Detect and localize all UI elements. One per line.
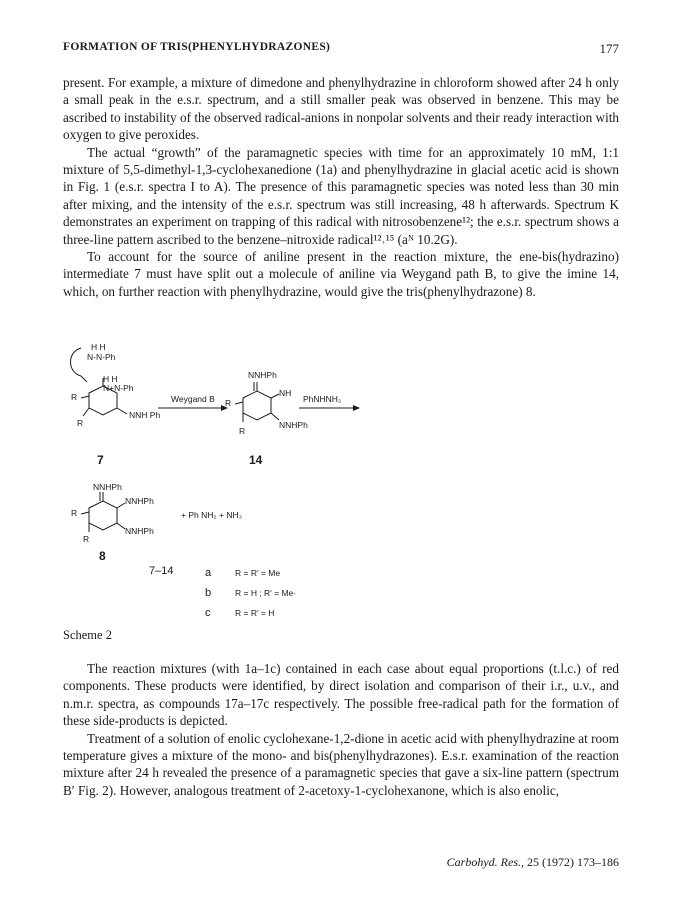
legend-key-b: b (205, 587, 212, 599)
legend-text-c: R = R′ = H (235, 608, 275, 618)
label-nnhph-14-top: NNHPh (248, 370, 277, 380)
label-hh-1: H H (91, 342, 106, 352)
byproducts: + Ph NH₂ + NH₃ (181, 510, 243, 520)
scheme-drawing (63, 338, 619, 628)
arrow-2-reagent: PhNHNH₂ (303, 394, 342, 404)
label-nnhph-8-mid: NNHPh (125, 496, 154, 506)
label-nnhph-8-bottom: NNHPh (125, 526, 154, 536)
legend-key-c: c (205, 607, 211, 619)
paragraph-5: Treatment of a solution of enolic cyclohexane-1,2-dione in acetic acid with phenylhydrazine at room temperature gives a mixture of the mono- and bis(phenylhydrazones). E.s.r. examination of the reaction mixture after 24 h revealed the presence of a paramagnetic species that gave a six-line pattern (spectrum B′ Fig. 2). However, analogous treatment of 2-acetoxy-1-cyclohexanone, which is also enolic, (63, 730, 619, 798)
legend-text-b: R = H ; R′ = Me· (235, 588, 297, 598)
label-r-8: R (83, 534, 90, 544)
structure-8 (81, 492, 125, 532)
label-nnhph-8-top: NNHPh (93, 482, 122, 492)
body-text-top (63, 74, 619, 300)
label-r-prime-8: R (71, 508, 78, 518)
page-number: 177 (599, 41, 619, 56)
paragraph-4: The reaction mixtures (with 1a–1c) contained in each case about equal proportions (t.l.c.) of red components. These products were identified, by direct isolation and comparison of their i.r., u.v., and n.m.r. spectra, as compounds 17a–17c respectively. The possible free-radical path for the formation of these side-products is depicted. (63, 661, 619, 729)
structure-14 (235, 382, 279, 422)
compound-14-number: 14 (249, 453, 263, 467)
running-head: FORMATION OF TRIS(PHENYLHYDRAZONES) (63, 41, 331, 53)
arrow-1-label: Weygand B (171, 394, 215, 404)
label-r-1: R (77, 418, 84, 428)
body-text-bottom (63, 660, 619, 799)
label-r-14: R (239, 426, 246, 436)
compound-7-number: 7 (97, 453, 104, 467)
paragraph-1: present. For example, a mixture of dimedone and phenylhydrazine in chloroform showed after 24 h only a small peak in the e.s.r. spectrum, and a still smaller peak was observed in benzene. This may be ascribed to instability of the observed radical-anions in nonpolar solvents and their ready interaction with oxygen to give peroxides. (63, 75, 619, 143)
series-label: 7–14 (149, 565, 174, 577)
label-nnph-2: N+N-Ph (103, 383, 134, 393)
scheme-2 (63, 338, 619, 642)
journal-name: Carbohyd. Res., (446, 855, 524, 869)
label-nnph-1: N-N-Ph (87, 352, 116, 362)
label-nh-14: NH (279, 388, 292, 398)
arrow-2-head (353, 405, 360, 411)
paragraph-3: To account for the source of aniline present in the reaction mixture, the ene-bis(hydrazino) intermediate 7 must have split out a molecule of aniline via Weygand path B, to give the imine 14, which, on further reaction with phenylhydrazine, would give the tris(phenylhydrazone) 8. (63, 249, 619, 299)
page-footer (447, 855, 619, 870)
scheme-caption: Scheme 2 (63, 628, 112, 642)
paper-page (63, 0, 619, 912)
label-r-prime-14: R (225, 398, 232, 408)
legend-text-a: R = R′ = Me (235, 568, 281, 578)
journal-citation: 25 (1972) 173–186 (527, 855, 619, 869)
paragraph-2: The actual “growth” of the paramagnetic species with time for an approximately 10 mM, 1:1 mixture of 5,5-dimethyl-1,3-cyclohexanedione (1a) and phenylhydrazine in glacial acetic acid is shown in Fig. 1 (e.s.r. spectra I to A). The presence of this paramagnetic species was noted less than 30 min after mixing, and the intensity of the e.s.r. spectrum was still increasing, 48 h afterwards. Spectrum K demonstrates an experiment on trapping of this radical with nitrosobenzene¹²; the e.s.r. spectrum shows a three-line pattern ascribed to the benzene–nitroxide radical¹²˒¹⁵ (aᴺ 10.2G). (63, 144, 619, 247)
label-nnhph-14-bottom: NNHPh (279, 420, 308, 430)
label-hh-2: H H (103, 374, 118, 384)
legend-key-a: a (205, 567, 212, 579)
page-header (63, 41, 619, 59)
label-nnhph-1: NNH Ph (129, 410, 161, 420)
label-r-prime-1: R (71, 392, 78, 402)
compound-8-number: 8 (99, 549, 106, 563)
